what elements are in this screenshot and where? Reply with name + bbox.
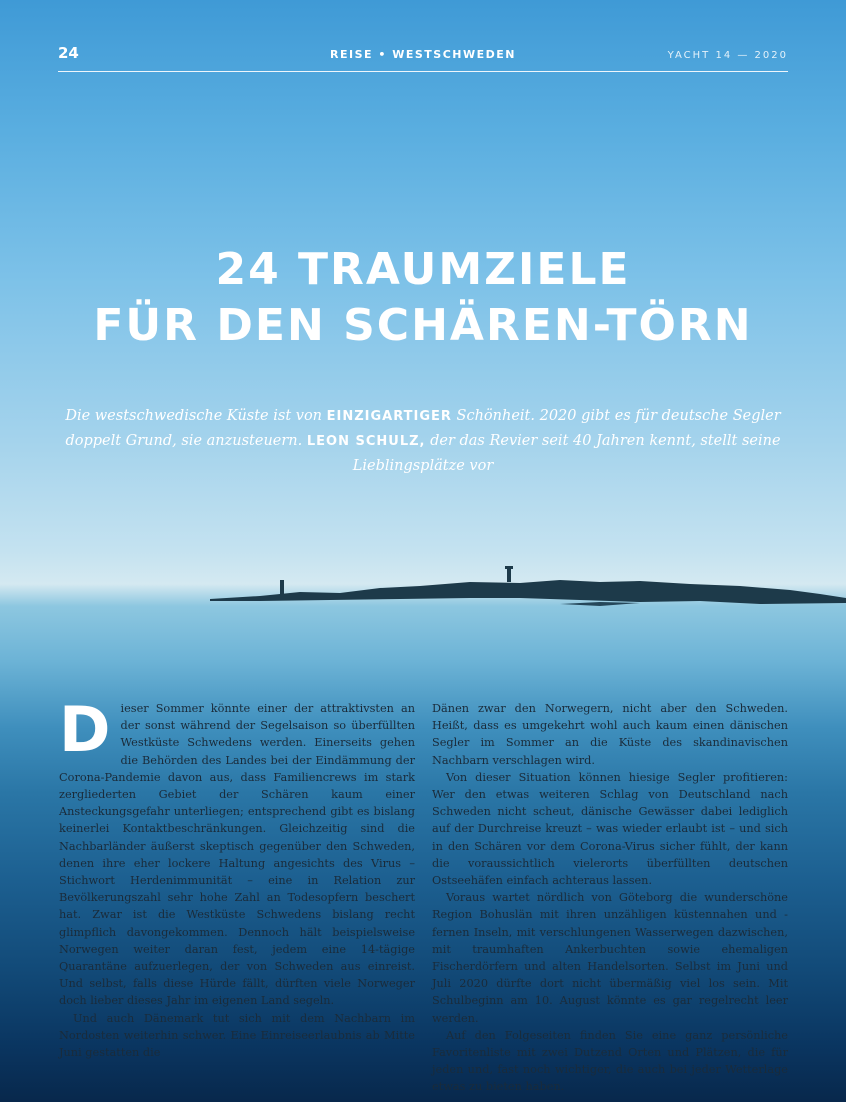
body-paragraph: Voraus wartet nördlich von Göteborg die wunderschöne Region Bohuslän mit ihren unzähligen küstennahen und -fernen Inseln, mit verschlungenen Wasserwegen dazwischen, mit traumhaften Ankerbuchten sowie ehemaligen Fischerdörfern und alten Handelsorten. Selbst im Juni und Juli 2020 dürfte dort nicht übermäßig viel los sein. Mit Schulbeginn am 10. August könnte es gar regelrecht leer werden.	[432, 891, 788, 1025]
body-paragraph: Auf den Folgeseiten finden Sie eine ganz persönliche Favoritenliste mit zwei Dutzend Orten und Plätzen, die für jeden und, fast noch wichtiger, die auch bei jeder Wetterlage etwas zu bieten haben.	[432, 1028, 788, 1094]
body-paragraph: Von dieser Situation können hiesige Segler profitieren: Wer den etwas weiteren Schlag von Deutschland nach Schweden nicht scheut, dänische Gewässer dabei lediglich auf der Durchreise kreuzt – was wieder erlaubt ist – und sich in den Schären vor dem Corona-Virus sicher fühlt, der kann die voraussichtlich vielerorts überfüllten deutschen Ostseehäfen einfach achteraus lassen.	[432, 770, 788, 888]
title-line-2: FÜR DEN SCHÄREN-TÖRN	[93, 300, 753, 351]
body-text: ieser Sommer könnte einer der attraktivsten an der sonst während der Segelsaison so überfüllten Westküste Schwedens werden. Einerseits gehen die Behörden des Landes bei der Eindämmung der Corona-Pandemie davon aus, dass Familiencrews im stark zergliederten Gebiet der Schären kaum einer Ansteckungsgefahr unterliegen; entsprechend gibt es bislang keinerlei Kontaktbeschränkungen. Gleichzeitig sind die Nachbarländer äußerst skeptisch gegenüber den Schweden, denen ihre eher lockere Haltung angesichts des Virus – Stichwort Herdenimmunität – eine in Relation zur Bevölkerungszahl sehr hohe Zahl an Todesopfern beschert hat. Zwar ist die Westküste Schwedens bislang recht glimpflich davongekommen. Dennoch hält beispielsweise Norwegen weiter daran fest, jedem eine 14-tägige Quarantäne aufzuerlegen, der von Schweden aus einreist. Und selbst, falls diese Hürde fällt, dürften viele Norweger doch lieber dieses Jahr im eigenen Land segeln.	[59, 702, 415, 1008]
page-title	[0, 242, 846, 354]
lead-text-3: der das Revier seit 40 Jahren kennt, stellt seine Lieblingsplätze vor	[352, 433, 781, 474]
lead-text-2: Schönheit. 2020 gibt es für deutsche Segler doppelt Grund, sie anzusteuern.	[65, 408, 781, 449]
island-silhouette	[0, 560, 846, 610]
lead-paragraph	[60, 404, 786, 478]
body-column-2	[432, 700, 788, 1096]
body-paragraph: Dänen zwar den Norwegern, nicht aber den Schweden. Heißt, dass es umgekehrt wohl auch kaum einen dänischen Segler im Sommer an die Küste des skandinavischen Nachbarn verschlagen wird.	[432, 702, 788, 767]
drop-cap: D	[59, 693, 111, 766]
body-column-1	[59, 693, 415, 1061]
section-label: REISE • WESTSCHWEDEN	[330, 48, 516, 61]
issue-label: YACHT 14 — 2020	[667, 50, 788, 61]
body-paragraph: Und auch Dänemark tut sich mit dem Nachbarn im Nordosten weiterhin schwer. Eine Einreiseerlaubnis ab Mitte Juni gestatten die	[59, 1011, 415, 1060]
body-paragraph	[59, 693, 415, 1010]
lead-emphasis: EINZIGARTIGER	[326, 409, 452, 424]
page-number: 24	[58, 44, 79, 62]
lead-text-1: Die westschwedische Küste ist von	[65, 408, 327, 424]
header-rule	[58, 71, 788, 72]
author-name: LEON SCHULZ,	[306, 434, 426, 449]
title-line-1: 24 TRAUMZIELE	[215, 244, 631, 295]
